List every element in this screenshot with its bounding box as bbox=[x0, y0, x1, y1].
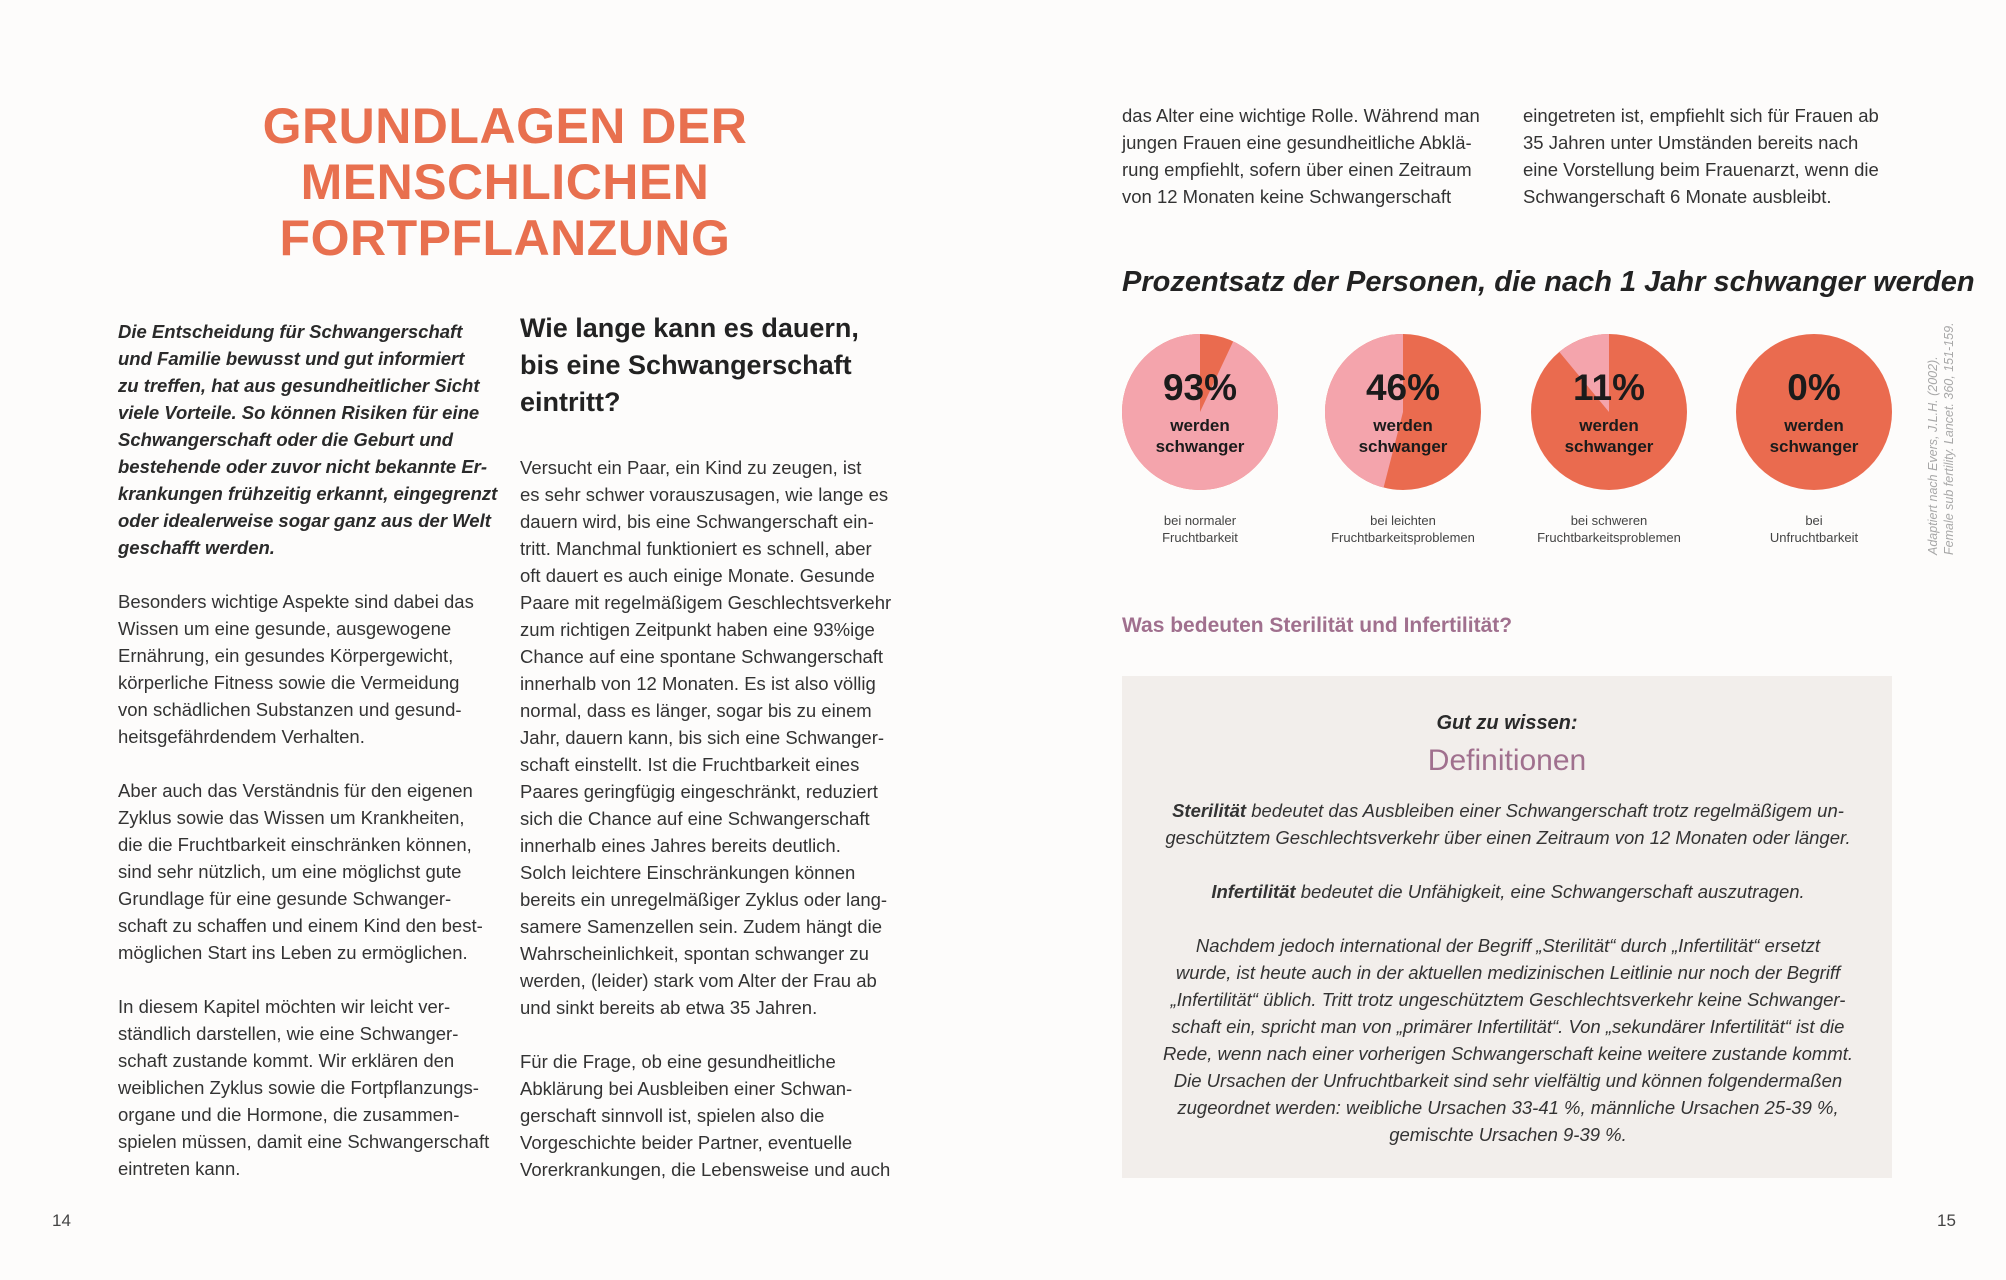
lead-line: viele Vorteile. So können Risiken für eine bbox=[118, 402, 480, 423]
pie-caption-line: bei bbox=[1805, 513, 1823, 528]
body-line: Besonders wichtige Aspekte sind dabei das bbox=[118, 591, 474, 612]
pie-chart-1 bbox=[1115, 332, 1285, 546]
body-line: möglichen Start ins Leben zu ermöglichen. bbox=[118, 942, 468, 963]
body-column-1 bbox=[118, 588, 498, 1182]
definition-text: bedeutet das Ausbleiben einer Schwangerschaft trotz regelmäßigem un- bbox=[1246, 800, 1844, 821]
pie-caption-line: Unfruchtbarkeit bbox=[1769, 530, 1859, 545]
chapter-title-line: FORTPFLANZUNG bbox=[279, 210, 731, 266]
body-line: sich die Chance auf eine Schwangerschaft bbox=[520, 808, 870, 829]
body-line: weiblichen Zyklus sowie die Fortpflanzungs- bbox=[118, 1077, 479, 1098]
body-line: Vorgeschichte beider Partner, eventuelle bbox=[520, 1132, 853, 1153]
lead-line: bestehende oder zuvor nicht bekannte Er- bbox=[118, 456, 488, 477]
body-line: schaft zustande kommt. Wir erklären den bbox=[118, 1050, 455, 1071]
pie-2-caption bbox=[1318, 512, 1488, 546]
body-line: die die Fruchtbarkeit einschränken können, bbox=[118, 834, 472, 855]
info-box-heading: Definitionen bbox=[1427, 744, 1587, 777]
body-line: innerhalb von 12 Monaten. Es ist also völlig bbox=[520, 673, 876, 694]
body-line: es sehr schwer vorauszusagen, wie lange es bbox=[520, 484, 889, 505]
pie-3-percent: 11% bbox=[1572, 367, 1646, 408]
pie-2-label-line: werden bbox=[1373, 416, 1433, 435]
pie-1-label-line: schwanger bbox=[1155, 437, 1245, 456]
body-line: Wahrscheinlichkeit, spontan schwanger zu bbox=[520, 943, 869, 964]
pie-chart-4 bbox=[1729, 332, 1899, 546]
body-line: Jahr, dauern kann, bis sich eine Schwanger- bbox=[520, 727, 885, 748]
body-line: Solch leichtere Einschränkungen können bbox=[520, 862, 856, 883]
body-line: eine Vorstellung beim Frauenarzt, wenn die bbox=[1523, 159, 1879, 180]
body-line: schaft einstellt. Ist die Fruchtbarkeit eines bbox=[520, 754, 860, 775]
definition-line bbox=[1140, 797, 1876, 824]
section-heading bbox=[520, 310, 900, 421]
body-line: eintreten kann. bbox=[118, 1158, 241, 1179]
pie-chart-3 bbox=[1524, 332, 1694, 546]
pie-3-label-line: werden bbox=[1579, 416, 1639, 435]
body-line: dauern wird, bis eine Schwangerschaft ein- bbox=[520, 511, 874, 532]
body-line: von 12 Monaten keine Schwangerschaft bbox=[1122, 186, 1452, 207]
source-line: Female sub fertility. Lancet. 360, 151-159. bbox=[1942, 322, 1956, 555]
body-line: In diesem Kapitel möchten wir leicht ver- bbox=[118, 996, 451, 1017]
body-line: organe und die Hormone, die zusammen- bbox=[118, 1104, 460, 1125]
body-line: Versucht ein Paar, ein Kind zu zeugen, ist bbox=[520, 457, 862, 478]
subheading: Was bedeuten Sterilität und Infertilität? bbox=[1122, 614, 1513, 637]
body-line: Aber auch das Verständnis für den eigenen bbox=[118, 780, 473, 801]
body-line: zum richtigen Zeitpunkt haben eine 93%ige bbox=[520, 619, 875, 640]
box-line: gemischte Ursachen 9-39 %. bbox=[1389, 1124, 1627, 1145]
pie-caption-line: Fruchtbarkeitsproblemen bbox=[1331, 530, 1475, 545]
body-line: Wissen um eine gesunde, ausgewogene bbox=[118, 618, 452, 639]
body-line: ständlich darstellen, wie eine Schwanger- bbox=[118, 1023, 459, 1044]
body-line: Paare mit regelmäßigem Geschlechtsverkehr bbox=[520, 592, 892, 613]
pie-4-background bbox=[1736, 334, 1892, 490]
lead-line: Die Entscheidung für Schwangerschaft bbox=[118, 321, 463, 342]
body-line: heitsgefährdendem Verhalten. bbox=[118, 726, 365, 747]
body-line: jungen Frauen eine gesundheitliche Abklä- bbox=[1122, 132, 1472, 153]
body-line: Abklärung bei Ausbleiben einer Schwan- bbox=[520, 1078, 853, 1099]
body-line: Chance auf eine spontane Schwangerschaft bbox=[520, 646, 884, 667]
box-line: wurde, ist heute auch in der aktuellen medizinischen Leitlinie nur noch der Begriff bbox=[1175, 962, 1841, 983]
pie-4-label-line: schwanger bbox=[1769, 437, 1859, 456]
chapter-title-line: MENSCHLICHEN bbox=[300, 154, 710, 210]
body-line: eingetreten ist, empfiehlt sich für Frauen ab bbox=[1523, 105, 1879, 126]
box-line: „Infertilität“ üblich. Tritt trotz ungeschütztem Geschlechtsverkehr keine Schwanger- bbox=[1170, 989, 1846, 1010]
pie-caption-line: bei leichten bbox=[1370, 513, 1436, 528]
definition-line bbox=[1140, 878, 1876, 905]
body-line: Paares geringfügig eingeschränkt, reduziert bbox=[520, 781, 878, 802]
body-line: und sinkt bereits ab etwa 35 Jahren. bbox=[520, 997, 818, 1018]
box-line: zugeordnet werden: weibliche Ursachen 33-41 %, männliche Ursachen 25-39 %, bbox=[1177, 1097, 1839, 1118]
source-line: Adaptiert nach Evers, J.L.H. (2002). bbox=[1926, 356, 1940, 555]
pie-1-percent: 93% bbox=[1162, 367, 1238, 408]
pie-3-svg bbox=[1529, 332, 1689, 492]
body-column-3 bbox=[1122, 102, 1512, 210]
pie-2-svg bbox=[1323, 332, 1483, 492]
lead-line: Schwangerschaft oder die Geburt und bbox=[118, 429, 454, 450]
pie-4-label-line: werden bbox=[1784, 416, 1844, 435]
body-line: innerhalb eines Jahres bereits deutlich. bbox=[520, 835, 841, 856]
pie-3-label-line: schwanger bbox=[1564, 437, 1654, 456]
chapter-title-line: GRUNDLAGEN DER bbox=[262, 98, 748, 154]
lead-paragraph bbox=[118, 318, 498, 561]
body-line: Grundlage für eine gesunde Schwanger- bbox=[118, 888, 452, 909]
page-number-left: 14 bbox=[52, 1211, 71, 1230]
body-line: rung empfiehlt, sofern über einen Zeitraum bbox=[1122, 159, 1472, 180]
body-line: Für die Frage, ob eine gesundheitliche bbox=[520, 1051, 836, 1072]
body-line: Vorerkrankungen, die Lebensweise und auch bbox=[520, 1159, 891, 1180]
lead-line: zu treffen, hat aus gesundheitlicher Sicht bbox=[118, 375, 480, 396]
lead-line: geschafft werden. bbox=[118, 537, 275, 558]
pie-caption-line: bei normaler bbox=[1163, 513, 1237, 528]
box-line: schaft ein, spricht man von „primärer Infertilität“. Von „sekundärer Infertilität“ ist die bbox=[1171, 1016, 1845, 1037]
body-line: körperliche Fitness sowie die Vermeidung bbox=[118, 672, 460, 693]
lead-line: und Familie bewusst und gut informiert bbox=[118, 348, 465, 369]
source-note bbox=[1925, 322, 1957, 555]
body-line: gerschaft sinnvoll ist, spielen also die bbox=[520, 1105, 825, 1126]
section-heading-line: eintritt? bbox=[520, 387, 621, 417]
pie-4-percent: 0% bbox=[1787, 367, 1841, 408]
info-box-label: Gut zu wissen: bbox=[1436, 712, 1578, 734]
body-line: spielen müssen, damit eine Schwangerschaft bbox=[118, 1131, 490, 1152]
pie-4-caption bbox=[1729, 512, 1899, 546]
body-line: samere Samenzellen sein. Zudem hängt die bbox=[520, 916, 882, 937]
body-line: tritt. Manchmal funktioniert es schnell, aber bbox=[520, 538, 872, 559]
definition-line: geschütztem Geschlechtsverkehr über einen Zeitraum von 12 Monaten oder länger. bbox=[1165, 827, 1851, 848]
pie-3-caption bbox=[1524, 512, 1694, 546]
body-column-4 bbox=[1523, 102, 1913, 210]
definition-term: Sterilität bbox=[1172, 800, 1247, 821]
pie-4-svg bbox=[1734, 332, 1894, 492]
pie-caption-line: Fruchtbarkeitsproblemen bbox=[1537, 530, 1681, 545]
body-line: schaft zu schaffen und einem Kind den best- bbox=[118, 915, 483, 936]
body-column-2 bbox=[520, 454, 900, 1183]
body-line: sind sehr nützlich, um eine möglichst gute bbox=[118, 861, 462, 882]
lead-line: krankungen frühzeitig erkannt, eingegrenzt bbox=[118, 483, 498, 504]
box-line: Die Ursachen der Unfruchtbarkeit sind sehr vielfältig und können folgendermaßen bbox=[1173, 1070, 1843, 1091]
pie-1-caption bbox=[1115, 512, 1285, 546]
pie-1-svg bbox=[1120, 332, 1280, 492]
body-line: Schwangerschaft 6 Monate ausbleibt. bbox=[1523, 186, 1832, 207]
definition-text: bedeutet die Unfähigkeit, eine Schwangerschaft auszutragen. bbox=[1295, 881, 1805, 902]
box-line: Rede, wenn nach einer vorherigen Schwangerschaft keine weitere zustande kommt. bbox=[1162, 1043, 1854, 1064]
pie-2-label-line: schwanger bbox=[1358, 437, 1448, 456]
body-line: Ernährung, ein gesundes Körpergewicht, bbox=[118, 645, 454, 666]
body-line: Zyklus sowie das Wissen um Krankheiten, bbox=[118, 807, 465, 828]
section-heading-line: Wie lange kann es dauern, bbox=[520, 313, 859, 343]
chart-title: Prozentsatz der Personen, die nach 1 Jahr schwanger werden bbox=[1122, 266, 1975, 298]
lead-line: oder idealerweise sogar ganz aus der Welt bbox=[118, 510, 491, 531]
body-line: oft dauert es auch einige Monate. Gesunde bbox=[520, 565, 875, 586]
body-line: das Alter eine wichtige Rolle. Während man bbox=[1122, 105, 1480, 126]
pie-1-label-line: werden bbox=[1170, 416, 1230, 435]
pie-2-percent: 46% bbox=[1365, 367, 1441, 408]
chapter-title bbox=[200, 98, 810, 266]
pie-chart-2 bbox=[1318, 332, 1488, 546]
body-line: bereits ein unregelmäßiger Zyklus oder lang- bbox=[520, 889, 888, 910]
body-line: 35 Jahren unter Umständen bereits nach bbox=[1523, 132, 1859, 153]
pie-caption-line: bei schweren bbox=[1570, 513, 1648, 528]
info-box-text bbox=[1140, 797, 1876, 1148]
body-line: von schädlichen Substanzen und gesund- bbox=[118, 699, 462, 720]
page-number-right: 15 bbox=[1937, 1211, 1956, 1230]
definition-term: Infertilität bbox=[1211, 881, 1296, 902]
box-line: Nachdem jedoch international der Begriff „Sterilität“ durch „Infertilität“ ersetzt bbox=[1195, 935, 1821, 956]
pie-caption-line: Fruchtbarkeit bbox=[1162, 530, 1238, 545]
body-line: normal, dass es länger, sogar bis zu einem bbox=[520, 700, 872, 721]
body-line: werden, (leider) stark vom Alter der Frau ab bbox=[520, 970, 877, 991]
section-heading-line: bis eine Schwangerschaft bbox=[520, 350, 852, 380]
